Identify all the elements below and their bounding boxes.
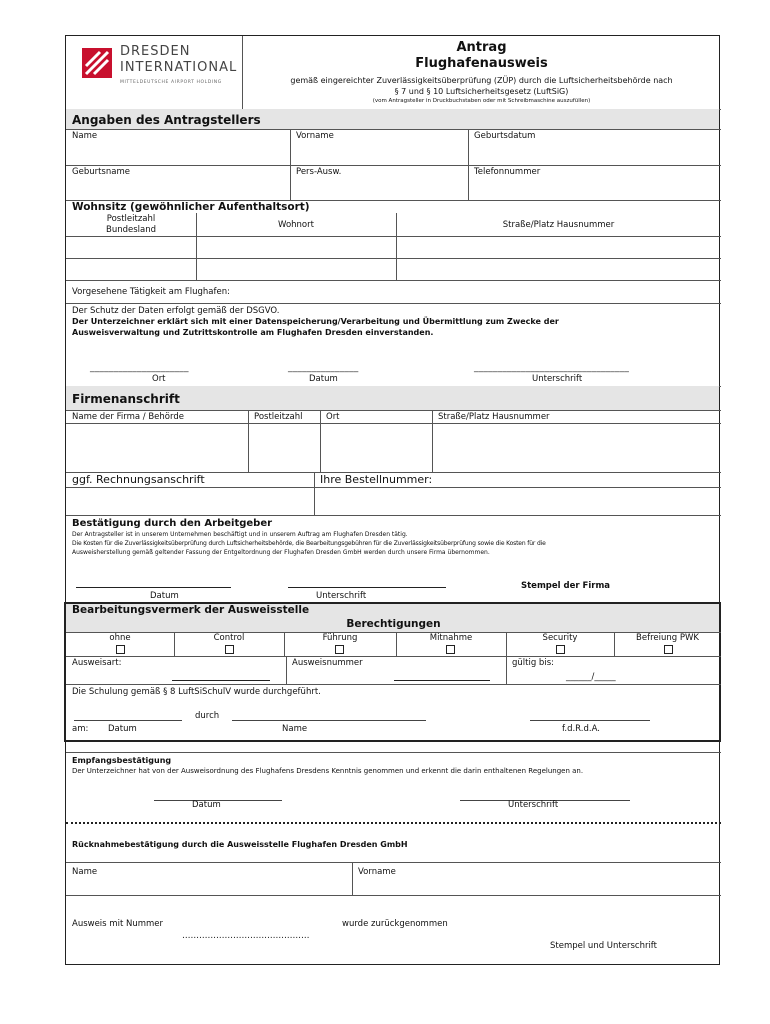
company-strasse-label: Straße/Platz Hausnummer — [438, 412, 550, 422]
name-label: Name — [72, 131, 98, 141]
employer-heading: Bestätigung durch den Arbeitgeber — [72, 518, 273, 529]
privacy-line1: Der Schutz der Daten erfolgt gemäß der DSGVO. — [72, 306, 280, 316]
office-heading: Bearbeitungsvermerk der Ausweisstelle — [72, 604, 310, 616]
receipt-text: Der Unterzeichner hat von der Ausweisordnung des Flughafens Dresdens Kenntnis genommen und erkennt die darin enthaltenen Regelungen an. — [72, 767, 584, 775]
zurueck-label: wurde zurückgenommen — [342, 919, 448, 929]
gueltig-blank[interactable]: ______/_____ — [566, 672, 616, 682]
ausweisnummer-line[interactable] — [394, 680, 490, 681]
employer-datum-label: Datum — [150, 591, 179, 601]
fdrda-label: f.d.R.d.A. — [562, 724, 600, 734]
schulung-name-line[interactable] — [232, 720, 426, 721]
return-heading: Rücknahmebestätigung durch die Ausweisstelle Flughafen Dresden GmbH — [72, 840, 408, 849]
privacy-ort-line[interactable]: _____________________ — [90, 363, 189, 373]
berechtigungen-label: Berechtigungen — [346, 618, 441, 630]
privacy-ort-label: Ort — [152, 374, 166, 384]
receipt-datum-label: Datum — [192, 800, 221, 810]
receipt-heading: Empfangsbestätigung — [72, 756, 172, 765]
option-control-checkbox[interactable] — [225, 645, 234, 654]
wohnort-label: Wohnort — [278, 220, 314, 230]
employer-unterschrift-line[interactable] — [288, 587, 446, 588]
privacy-unterschrift-line[interactable]: _________________________________ — [474, 363, 630, 373]
am-label: am: — [72, 724, 89, 734]
bestellnummer-label: Ihre Bestellnummer: — [320, 473, 433, 486]
logo-tagline: MITTELDEUTSCHE AIRPORT HOLDING — [120, 80, 222, 85]
geburtsname-label: Geburtsname — [72, 167, 130, 177]
title-line1: Antrag — [456, 40, 507, 55]
schulung-text: Die Schulung gemäß § 8 LuftSiSchulV wurde durchgeführt. — [72, 687, 321, 697]
company-ort-label: Ort — [326, 412, 340, 422]
ausweisart-label: Ausweisart: — [72, 658, 122, 668]
employer-line3: Ausweisherstellung gemäß geltender Fassung der Entgeltordnung der Flughafen Dresden GmbH werden durch unsere Firma übernommen. — [72, 549, 490, 556]
privacy-datum-line[interactable]: _______________ — [288, 363, 359, 373]
ausweisart-line[interactable] — [172, 680, 270, 681]
activity-label: Vorgesehene Tätigkeit am Flughafen: — [72, 287, 230, 297]
privacy-datum-label: Datum — [309, 374, 338, 384]
privacy-unterschrift-label: Unterschrift — [532, 374, 583, 384]
cut-line — [66, 822, 721, 824]
applicant-heading: Angaben des Antragstellers — [72, 113, 261, 127]
option-befreiung-pwk-label: Befreiung PWK — [636, 633, 699, 643]
schulung-name-label: Name — [282, 724, 308, 734]
subtitle-line2: § 7 und § 10 Luftsicherheitsgesetz (LuftSiG) — [394, 87, 569, 96]
subtitle-line1: gemäß eingereichter Zuverlässigkeitsüberprüfung (ZÜP) durch die Luftsicherheitsbehörde nach — [290, 76, 673, 85]
employer-line2: Die Kosten für die Zuverlässigkeitsüberprüfung durch Luftsicherheitsbehörde, die Bearbeitungsgebühren für die Zuverlässigkeitsüberprüfung sowie die Kosten für die — [72, 540, 546, 547]
option-fuehrung-checkbox[interactable] — [335, 645, 344, 654]
schulung-datum-label: Datum — [108, 724, 137, 734]
option-mitnahme-checkbox[interactable] — [446, 645, 455, 654]
option-befreiung-pwk-checkbox[interactable] — [664, 645, 673, 654]
option-ohne-label: ohne — [109, 633, 131, 643]
privacy-line2: Der Unterzeichner erklärt sich mit einer Datenspeicherung/Verarbeitung und Übermittlung zum Zwecke der — [72, 317, 559, 326]
employer-datum-line[interactable] — [76, 587, 231, 588]
plz-label-line2: Bundesland — [105, 225, 156, 235]
schulung-datum-line[interactable] — [74, 720, 182, 721]
geburtsdatum-label: Geburtsdatum — [474, 131, 536, 141]
plz-label-line1: Postleitzahl — [106, 214, 156, 224]
return-name-label: Name — [72, 867, 98, 877]
privacy-line3: Ausweisverwaltung und Zutrittskontrolle am Flughafen Dresden einverstanden. — [72, 328, 434, 337]
return-vorname-label: Vorname — [358, 867, 396, 877]
option-security-label: Security — [542, 633, 578, 643]
logo-name-line2: INTERNATIONAL — [120, 60, 238, 75]
firma-label: Name der Firma / Behörde — [72, 412, 184, 422]
application-form — [65, 35, 720, 965]
dresden-logo-icon — [82, 48, 112, 78]
option-security-checkbox[interactable] — [556, 645, 565, 654]
strasse-label: Straße/Platz Hausnummer — [502, 220, 615, 230]
company-heading: Firmenanschrift — [72, 392, 180, 406]
return-stempel-label: Stempel und Unterschrift — [550, 941, 657, 951]
vorname-label: Vorname — [296, 131, 334, 141]
option-mitnahme-label: Mitnahme — [429, 633, 473, 643]
employer-line1: Der Antragsteller ist in unserem Unternehmen beschäftigt und in unserem Auftrag am Flughafen Dresden tätig. — [72, 531, 408, 538]
pers-ausw-label: Pers-Ausw. — [296, 167, 342, 177]
receipt-unterschrift-label: Unterschrift — [508, 800, 559, 810]
ausweis-nummer-dots[interactable]: ……………………………………… — [182, 931, 310, 941]
company-plz-label: Postleitzahl — [254, 412, 303, 422]
option-fuehrung-label: Führung — [322, 633, 358, 643]
ausweis-nummer-label: Ausweis mit Nummer — [72, 919, 164, 929]
gueltig-label: gültig bis: — [512, 658, 554, 668]
title-line2: Flughafenausweis — [415, 56, 548, 71]
residence-heading: Wohnsitz (gewöhnlicher Aufenthaltsort) — [72, 201, 310, 213]
ausweisnummer-label: Ausweisnummer — [292, 658, 363, 668]
rechnung-label: ggf. Rechnungsanschrift — [72, 473, 205, 486]
logo-name-line1: DRESDEN — [120, 44, 191, 59]
telefon-label: Telefonnummer — [474, 167, 541, 177]
stempel-firma-label: Stempel der Firma — [521, 581, 611, 591]
fill-note: (vom Antragsteller in Druckbuchstaben oder mit Schreibmaschine auszufüllen) — [372, 98, 591, 104]
employer-unterschrift-label: Unterschrift — [316, 591, 367, 601]
option-ohne-checkbox[interactable] — [116, 645, 125, 654]
durch-label: durch — [195, 711, 220, 721]
fdrda-line[interactable] — [530, 720, 650, 721]
logo — [82, 44, 242, 104]
option-control-label: Control — [213, 633, 245, 643]
